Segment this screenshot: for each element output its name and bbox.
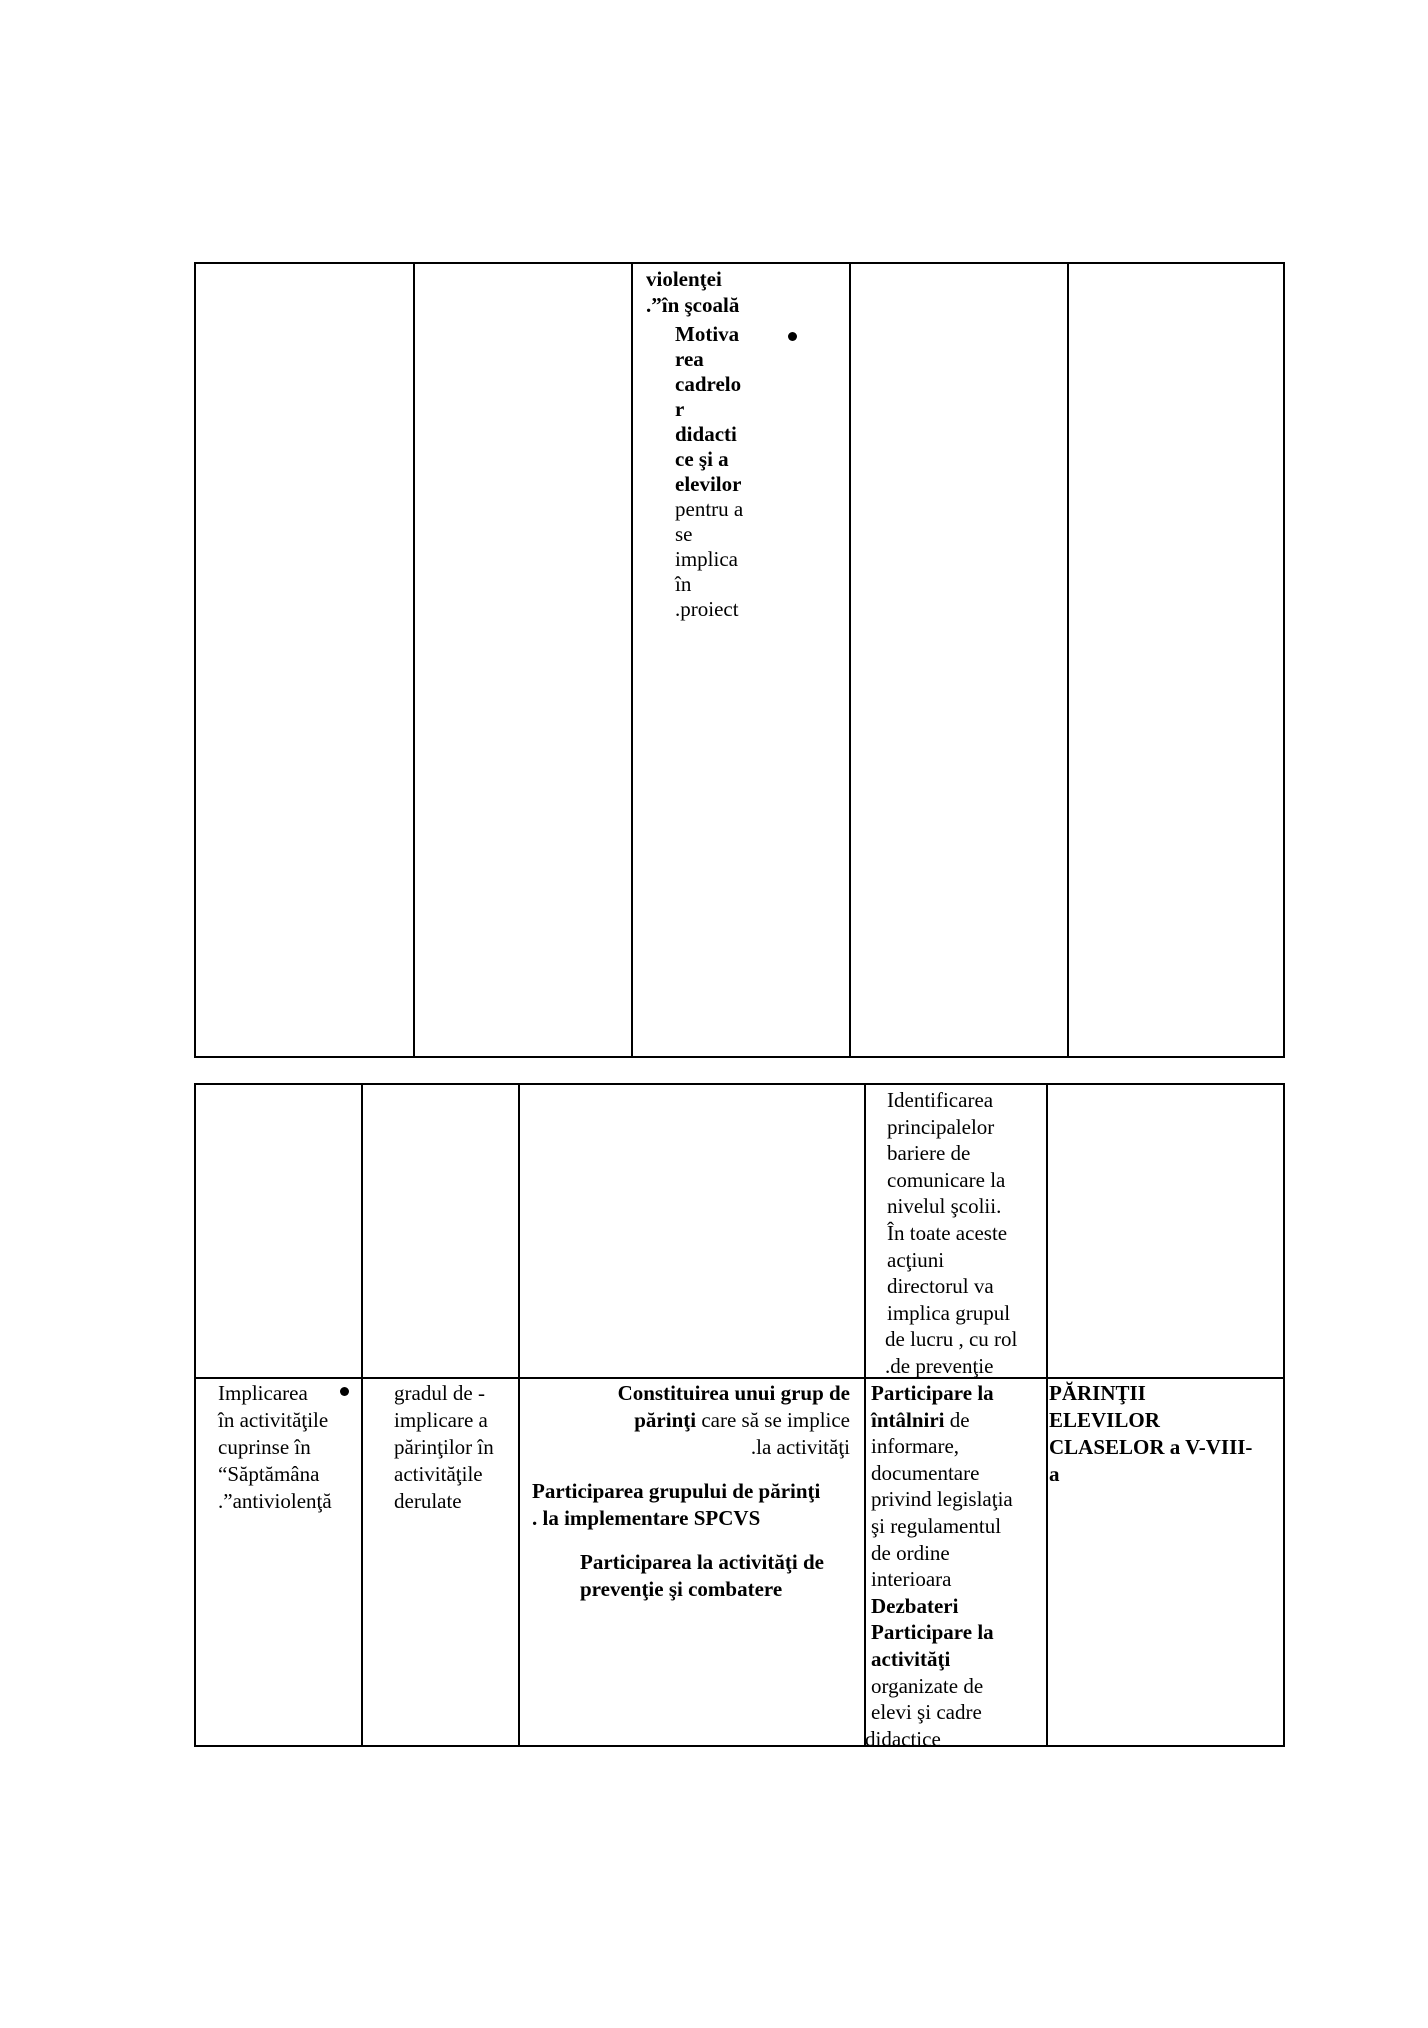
table-2-row2-col3-text: Constituirea unui grup de părinţi care să se implice .la activităţi Participarea grupului de părinţi . la implementare SPCVS Participarea la activităţi de prevenţie şi combatere bbox=[532, 1381, 850, 1601]
table-2-col-divider bbox=[1046, 1085, 1048, 1745]
table-1 bbox=[194, 262, 1285, 1058]
table-1-col-divider bbox=[849, 264, 851, 1056]
table-2-row2-col2-text: gradul de - implicare a părinţilor în activităţile derulate bbox=[394, 1381, 494, 1513]
bullet-icon bbox=[788, 332, 797, 341]
table-2-col-divider bbox=[518, 1085, 520, 1745]
table-1-col3-top-text: violenţei .”în şcoală bbox=[646, 267, 740, 317]
table-2-col-divider bbox=[864, 1085, 866, 1745]
table-2-row2-col4-text: Participare la întâlniri de informare, documentare privind legislaţia şi regulamentul de ordine interioara Dezbateri Participare la activităţi organizate de elevi şi cadre didactice bbox=[865, 1381, 1013, 1751]
table-1-col-divider bbox=[631, 264, 633, 1056]
table-2-row1-col4-text: Identificarea principalelor bariere de comunicare la nivelul şcolii. În toate aceste acţiuni directorul va implica grupul de lucru , cu rol .de prevenţie bbox=[885, 1088, 1018, 1378]
bullet-icon bbox=[340, 1387, 349, 1396]
table-2-col-divider bbox=[361, 1085, 363, 1745]
table-2-row2-col5-text: PĂRINŢII ELEVILOR CLASELOR a V-VIII- a bbox=[1049, 1381, 1253, 1486]
table-2-row-divider bbox=[196, 1377, 1283, 1379]
table-2-row2-col1-text: Implicarea în activităţile cuprinse în “Săptămâna .”antiviolenţă bbox=[218, 1381, 332, 1513]
table-2 bbox=[194, 1083, 1285, 1751]
table-1-col3-bullet-text: Motiva rea cadrelo r didacti ce şi a elevilor pentru a se implica în .proiect bbox=[675, 322, 744, 621]
table-1-col-divider bbox=[413, 264, 415, 1056]
table-1-col-divider bbox=[1067, 264, 1069, 1056]
